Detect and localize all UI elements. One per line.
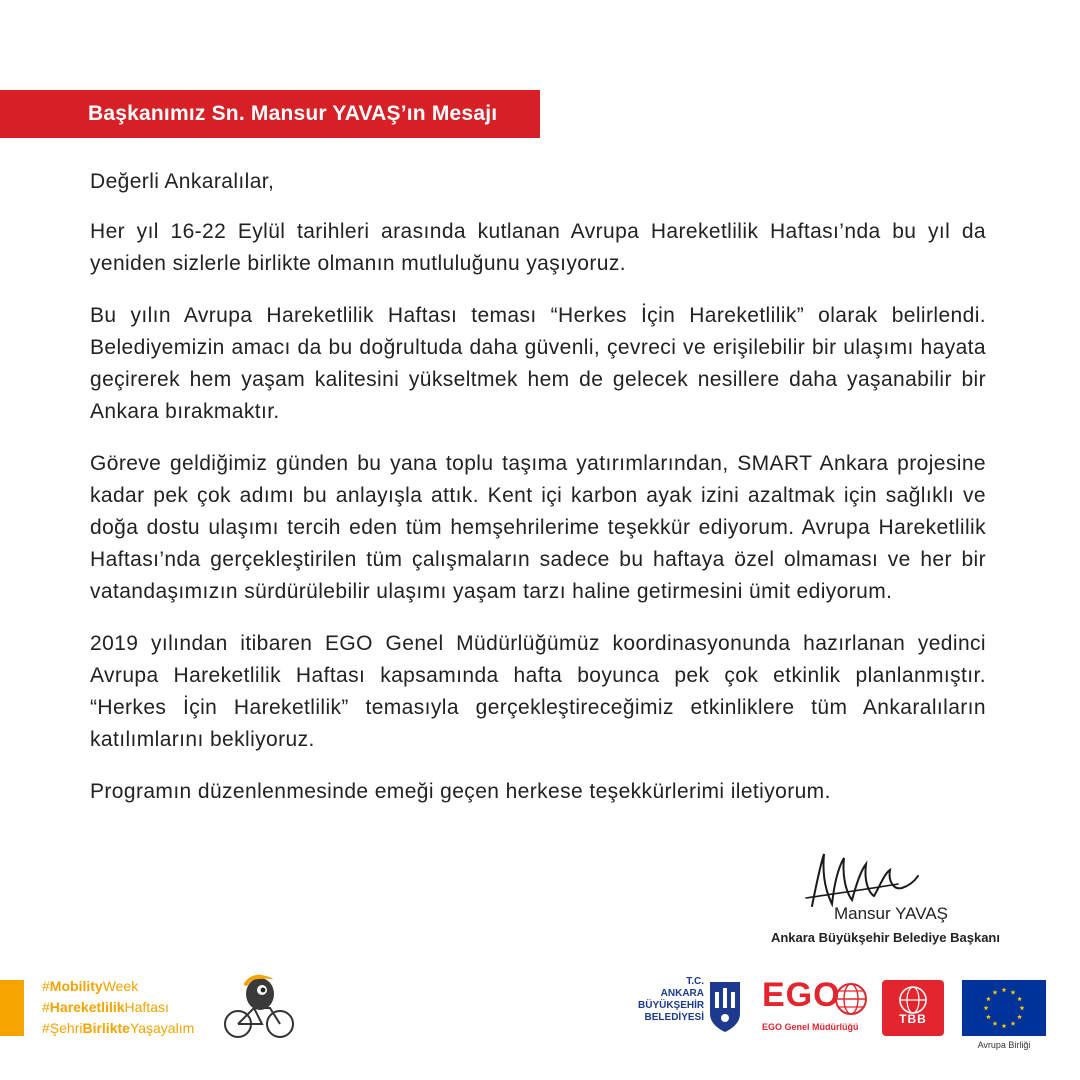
- eu-star: [1011, 1021, 1016, 1026]
- eu-star: [1020, 1005, 1025, 1010]
- letter-paragraph-4: 2019 yılından itibaren EGO Genel Müdürlüğümüz koordinasyonunda hazırlanan yedinci Avrupa Hareketlilik Haftası kapsamında hafta boyunca pek çok etkinlik planlanmıştır. “Herkes İçin Hareketlilik” temasıyla gerçekleştireceğimiz etkinliklere tüm Ankaralıların katılımlarını bekliyoruz.: [90, 632, 986, 751]
- tbb-logo-word: TBB: [899, 1012, 927, 1026]
- ego-globe-icon: [834, 982, 868, 1016]
- eu-star: [1017, 996, 1022, 1001]
- ego-logo: [762, 976, 872, 1038]
- signature-title: Ankara Büyükşehir Belediye Başkanı: [770, 930, 1000, 945]
- ankara-logo-line-4: BELEDİYESİ: [644, 1012, 704, 1023]
- eu-star: [1002, 1023, 1007, 1028]
- eu-stars-icon: [962, 980, 1046, 1036]
- letter-paragraph-1: Her yıl 16-22 Eylül tarihleri arasında kutlanan Avrupa Hareketlilik Haftası’nda bu yıl da yeniden sizlerle birlikte olmanın mutluluğunu yaşıyoruz.: [90, 220, 986, 275]
- eu-star: [1011, 990, 1016, 995]
- hashtag-list: [42, 976, 194, 1039]
- eu-star: [986, 1014, 991, 1019]
- eu-star: [984, 1005, 989, 1010]
- eu-star: [986, 996, 991, 1001]
- ankara-emblem-icon: [708, 978, 742, 1034]
- ankara-logo-line-3: BÜYÜKŞEHİR: [638, 1000, 705, 1011]
- eu-star: [1002, 987, 1007, 992]
- letter-paragraph-3: Göreve geldiğimiz günden bu yana toplu taşıma yatırımlarından, SMART Ankara projesine kadar pek çok adımı bu anlayışla attık. Kent içi karbon ayak izini azaltmak için sağlıklı ve doğa dostu ulaşımı tercih eden tüm hemşehrilerime teşekkür ediyorum. Avrupa Hareketlilik Haftası’nda gerçekleştirilen tüm çalışmaların sadece bu haftaya özel olmaması ve her bir vatandaşımızın sürdürülebilir ulaşımı yaşam tarzı haline getirmesini ümit ediyorum.: [90, 452, 986, 603]
- hashtag-mobility-week: #MobilityWeek: [42, 978, 139, 994]
- hashtag-sehri-birlikte-yasayalim: #ŞehriBirlikteYaşayalım: [42, 1020, 195, 1036]
- ego-logo-word: EGO: [762, 976, 841, 1014]
- footer-accent-bar: [0, 980, 24, 1036]
- eu-star: [993, 1021, 998, 1026]
- eu-star: [993, 990, 998, 995]
- ankara-logo-line-2: ANKARA: [660, 988, 704, 999]
- european-union-logo: [962, 980, 1046, 1052]
- message-title: Başkanımız Sn. Mansur YAVAŞ’ın Mesajı: [88, 102, 498, 125]
- ankara-municipality-logo: [638, 976, 744, 1038]
- letter-body: [90, 166, 986, 828]
- signature-block: [740, 846, 1000, 956]
- ego-logo-subtitle: EGO Genel Müdürlüğü: [762, 1022, 859, 1032]
- hashtag-hareketlilik-haftasi: #HareketlilikHaftası: [42, 999, 169, 1015]
- eu-star: [1017, 1014, 1022, 1019]
- eu-label: Avrupa Birliği: [977, 1040, 1031, 1050]
- message-title-banner: [0, 90, 540, 138]
- eu-flag: [962, 980, 1046, 1036]
- letter-paragraph-2: Bu yılın Avrupa Hareketlilik Haftası teması “Herkes İçin Hareketlilik” olarak belirlendi. Belediyemizin amacı da bu doğrultuda daha güvenli, çevreci ve erişilebilir bir ulaşımı hayata geçirerek hem yaşam kalitesini yükseltmek hem de gelecek nesillere daha yaşanabilir bir Ankara bırakmaktır.: [90, 304, 986, 423]
- ankara-logo-line-1: T.C.: [686, 976, 704, 987]
- letter-paragraph-5: Programın düzenlenmesinde emeği geçen herkese teşekkürlerimi iletiyorum.: [90, 780, 831, 803]
- tbb-globe-icon: [882, 980, 944, 1036]
- letter-greeting: Değerli Ankaralılar,: [90, 170, 275, 193]
- tbb-logo: [882, 980, 946, 1038]
- signature-name: Mansur YAVAŞ: [833, 904, 948, 923]
- mobility-week-mascot-icon: [222, 972, 296, 1040]
